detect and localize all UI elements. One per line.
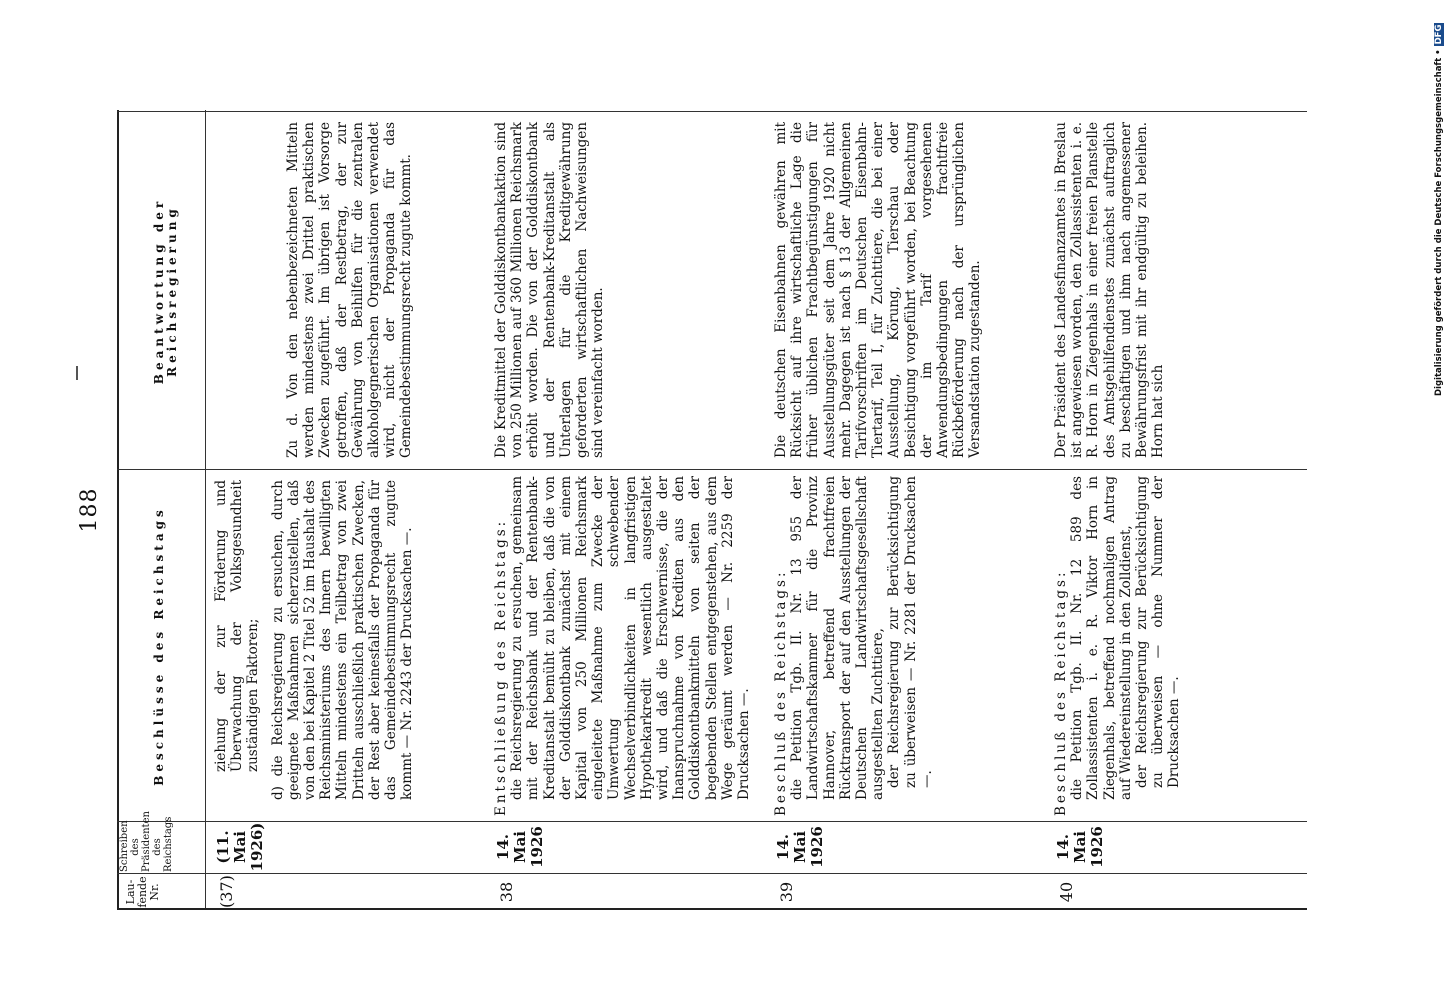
col-sep-3 [117, 469, 1307, 470]
row-38-date: 14. Mai 1926 [494, 826, 546, 868]
row-40-beschluss-p2: der Reichsregierung zur Berücksichtigung zu überweisen — ohne Nummer der Drucksachen —. [1134, 476, 1183, 788]
row-39-beschluss-p1: die Petition Tgb. II. Nr. 13 955 der Landwirtschaftskammer für die Provinz Hannover, betreffend frachtfreien Rücktransport der auf den Ausstellungen der Deutschen Landwirtschaftsgesellschaft ausgestellten Zuchttiere, [789, 476, 887, 800]
row-37-beschluss-p2: d) die Reichsregierung zu ersuchen, durch geeignete Maßnahmen sicherzustellen, daß von den bei Kapitel 2 Titel 52 im Haushalt des Reichsministeriums des Innern bewilligten Mitteln mindestens ein Teilbetrag von zwei Dritteln ausschließlich praktischen Zwecken, der Rest aber keinesfalls der Propaganda für das Gemeindebestimmungsrecht zugute kommt — Nr. 2243 der Drucksachen —. [269, 480, 416, 800]
table-top-rule [117, 110, 119, 910]
col-sep-left [117, 908, 1307, 910]
row-39-beschluss-p2: der Reichsregierung zur Berücksichtigung zu überweisen — Nr. 2281 der Drucksachen —. [886, 476, 935, 788]
header-rule [205, 110, 206, 910]
col-sep-1 [117, 873, 1307, 874]
rotated-page [77, 110, 1317, 910]
row-37-beschluss [213, 480, 415, 800]
row-39-beschluss [773, 476, 935, 816]
row-39-nr: 39 [777, 881, 796, 903]
row-40-beschluss-p1: die Petition Tgb. II. Nr. 12 589 des Zollassistenten i. e. R. Viktor Horn in Ziegenhals, betreffend nochmaligen Antrag auf Wiedereinstellung in den Zolldienst, [1069, 476, 1134, 800]
col-sep-right [117, 111, 1307, 112]
header-beantwortung: Beantwortung der Reichsregierung [152, 197, 180, 385]
credit-label: Digitalisierung gefördert durch die Deutsche Forschungsgemeinschaft • [1434, 49, 1444, 396]
row-40-antwort: Der Präsident des Landesfinanzamtes in Breslau ist angewiesen worden, den Zollassistenten i. e. R. Horn in Ziegenhals in einer freien Planstelle des Amtsgehilfendienstes zunächst auftraglich zu beschäftigen und ihm nach angemessener Bewährungsfrist mit ihr endgültig zu beleihen. Horn hat sich [1053, 122, 1167, 458]
header-schreiben: Schreiben des Präsidenten des Reichstags [119, 811, 174, 872]
header-beschluesse: Beschlüsse des Reichstags [152, 506, 166, 786]
row-39-date: 14. Mai 1926 [774, 826, 826, 868]
row-37-beschluss-p1: ziehung der zur Förderung und Überwachung der Volksgesundheit zuständigen Faktoren; [213, 480, 262, 772]
row-40-date: 14. Mai 1926 [1054, 826, 1106, 868]
row-38-beschluss [493, 476, 752, 816]
credit-text [1434, 6, 1444, 396]
dfg-logo: DFG [1434, 24, 1444, 45]
row-39-antwort: Die deutschen Eisenbahnen gewähren mit Rücksicht auf ihre wirtschaftliche Lage die früher üblichen Frachtbegünstigungen für Ausstellungsgüter seit dem Jahre 1920 nicht mehr. Dagegen ist nach § 13 der Allgemeinen Tarifvorschriften im Deutschen Eisenbahn-Tiertarif, Teil I, für Zuchttiere, die bei einer Ausstellung, Körung, Tierschau oder Besichtigung vorgeführt worden, bei Beachtung der im Tarif vorgesehenen Anwendungsbedingungen frachtfreie Rückbeförderung nach der ursprünglichen Versandstation zugestanden. [773, 122, 984, 458]
page-number: 188 [77, 487, 102, 533]
scan-mark [76, 366, 78, 380]
row-37-nr: (37) [217, 875, 236, 908]
row-38-antwort: Die Kreditmittel der Golddiskontbankaktion sind von 250 Millionen auf 360 Millionen Reichsmark erhöht worden. Die von der Golddiskontbank und der Rentenbank-Kreditanstalt als Unterlagen für die Kreditgewährung geforderten wirtschaftlichen Nachweisungen sind vereinfacht worden. [493, 122, 607, 458]
credit-strip [1422, 6, 1444, 396]
row-40-beschluss-head: Beschluß des Reichstags: [1053, 569, 1069, 816]
row-37-antwort: Zu d. Von den nebenbezeichneten Mitteln werden mindestens zwei Drittel praktischen Zwecken zugeführt. Im übrigen ist Vorsorge getroffen, daß der Restbetrag, der zur Gewährung von Beihilfen für die zentralen alkoholgegnerischen Organisationen verwendet wird, nicht der Propaganda für das Gemeindebestimmungsrecht zugute kommt. [285, 122, 415, 458]
row-38-beschluss-p1: die Reichsregierung zu ersuchen, gemeinsam mit der Reichsbank und der Rentenbank-Kreditanstalt bemüht zu bleiben, daß die von der Golddiskontbank zunächst mit einem Kapital von 250 Millionen Reichsmark eingeleitete Maßnahme zum Zwecke der Umwertung schwebender Wechselverbindlichkeiten in langfristigen Hypothekarkredit wesentlich ausgestaltet wird, und daß die Erschwernisse, die der Inanspruchnahme von Krediten aus den Golddiskontbankmitteln von seiten der begebenden Stellen entgegenstehen, aus dem Wege geräumt werden — Nr. 2259 der Drucksachen —. [509, 476, 753, 800]
row-38-nr: 38 [497, 881, 516, 903]
row-40-beschluss [1053, 476, 1183, 816]
row-37-date: (11. Mai 1926) [214, 822, 266, 872]
row-39-beschluss-head: Beschluß des Reichstags: [773, 569, 789, 816]
row-38-beschluss-head: Entschließung des Reichstags: [493, 518, 509, 816]
row-40-nr: 40 [1057, 881, 1076, 903]
col-sep-2 [117, 821, 1307, 822]
header-nr: Lau- fende Nr. [124, 876, 162, 908]
